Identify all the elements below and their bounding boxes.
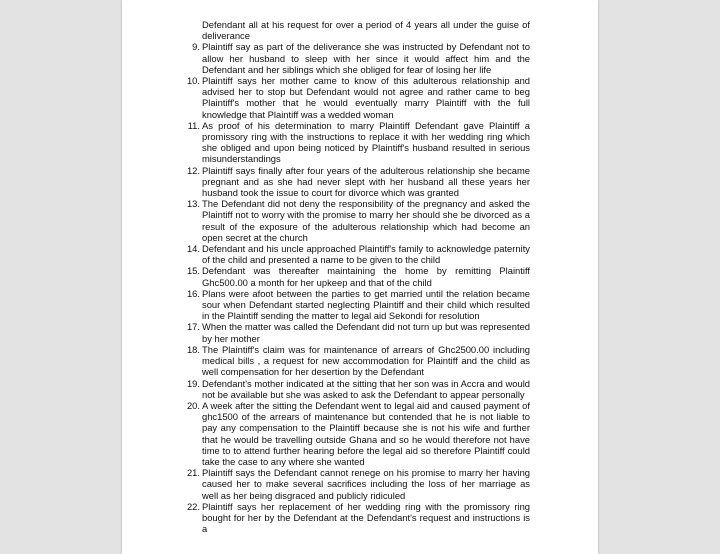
item-number: 12. — [186, 164, 200, 176]
item-number: 13. — [186, 198, 200, 210]
item-text: Defendant was thereafter maintaining the home by remitting Plaintiff Ghc500.00 a month for her upkeep and that of the child — [202, 265, 530, 288]
item-text: A week after the sitting the Defendant went to legal aid and caused payment of ghc1500 of the arrears of maintenance but contended that he is not liable to pay any compensation to the Plaintiff because she is not his wife and further that he would be travelling outside Ghana and so he would therefore not have time to to attend further hearing before the legal aid so therefore Plaintiff could take the case to any where she wanted — [202, 399, 530, 467]
item-text: When the matter was called the Defendant did not turn up but was represented by her mother — [202, 321, 530, 344]
numbered-list — [180, 41, 530, 534]
list-item — [180, 120, 530, 165]
list-item — [180, 75, 530, 120]
item-number: 18. — [186, 343, 200, 355]
list-item — [180, 321, 530, 343]
item-text: Defendant and his uncle approached Plaintiff's family to acknowledge paternity of the child and presented a name to be given to the child — [202, 243, 530, 266]
item-number: 10. — [186, 75, 200, 87]
item-number: 14. — [186, 243, 200, 255]
list-item — [180, 378, 530, 400]
item-text: Defendant's mother indicated at the sitting that her son was in Accra and would not be available but she was asked to ask the Defendant to appear personally — [202, 377, 530, 400]
list-item — [180, 198, 530, 243]
item-text: Plans were afoot between the parties to get married until the relation became sour when Defendant started neglecting Plaintiff and their child which resulted in the Plaintiff sending the matter to legal aid Sekondi for resolution — [202, 287, 530, 322]
item-number: 16. — [186, 287, 200, 299]
document-body — [180, 19, 530, 534]
list-item — [180, 41, 530, 75]
item-number: 21. — [186, 467, 200, 479]
item-text: Plaintiff say as part of the deliverance she was instructed by Defendant not to allow her husband to sleep with her since it would affect him and the Defendant and her siblings which she obliged for fear of losing her life — [202, 41, 530, 75]
list-item — [180, 467, 530, 501]
item-number: 9. — [192, 41, 200, 53]
list-item — [180, 400, 530, 467]
list-item — [180, 265, 530, 287]
item-number: 22. — [186, 500, 200, 512]
document-page — [122, 0, 598, 554]
item-text: As proof of his determination to marry Plaintiff Defendant gave Plaintiff a promissory ring with the instructions to replace it with her wedding ring which she obliged and upon being noticed by Plaintiff's husband resulted in serious misunderstandings — [202, 119, 530, 165]
item-text: The Defendant did not deny the responsibility of the pregnancy and asked the Plaintiff not to worry with the promise to marry her should she be divorced as a result of the exposure of the adulterous relationship which had become an open secret at the church — [202, 198, 530, 243]
list-item — [180, 243, 530, 265]
list-item — [180, 344, 530, 378]
item-text: Plaintiff says the Defendant cannot renege on his promise to marry her having caused her to make several sacrifices including the loss of her marriage as well as her being disgraced and publicly ridiculed — [202, 467, 530, 501]
item-number: 17. — [186, 321, 200, 333]
item-number: 15. — [186, 265, 200, 277]
item-text: Plaintiff says finally after four years of the adulterous relationship she became pregnant and as she had never slept with her husband all these years her husband took the issue to court for divorce which was granted — [202, 164, 530, 199]
list-item — [180, 501, 530, 535]
continued-paragraph: Defendant all at his request for over a period of 4 years all under the guise of deliverance — [202, 19, 530, 42]
item-text: The Plaintiff's claim was for maintenance of arrears of Ghc2500.00 including medical bills , a request for new accommodation for Plaintiff and the child as well compensation for her desertion by the Defendant — [202, 343, 530, 378]
list-item — [180, 165, 530, 199]
item-number: 11. — [187, 119, 200, 131]
item-text: Plaintiff says her mother came to know of this adulterous relationship and advised her to stop but Defendant would not agree and rather came to beg Plaintiff's mother that he would eventually marry Plaintiff with the full knowledge that Plaintiff was a wedded woman — [202, 75, 530, 120]
list-item — [180, 288, 530, 322]
item-number: 19. — [186, 377, 200, 389]
item-text: Plaintiff says her replacement of her wedding ring with the promissory ring bought for her by the Defendant at the Defendant's request and instructions is a — [202, 500, 530, 535]
item-number: 20. — [186, 399, 200, 411]
